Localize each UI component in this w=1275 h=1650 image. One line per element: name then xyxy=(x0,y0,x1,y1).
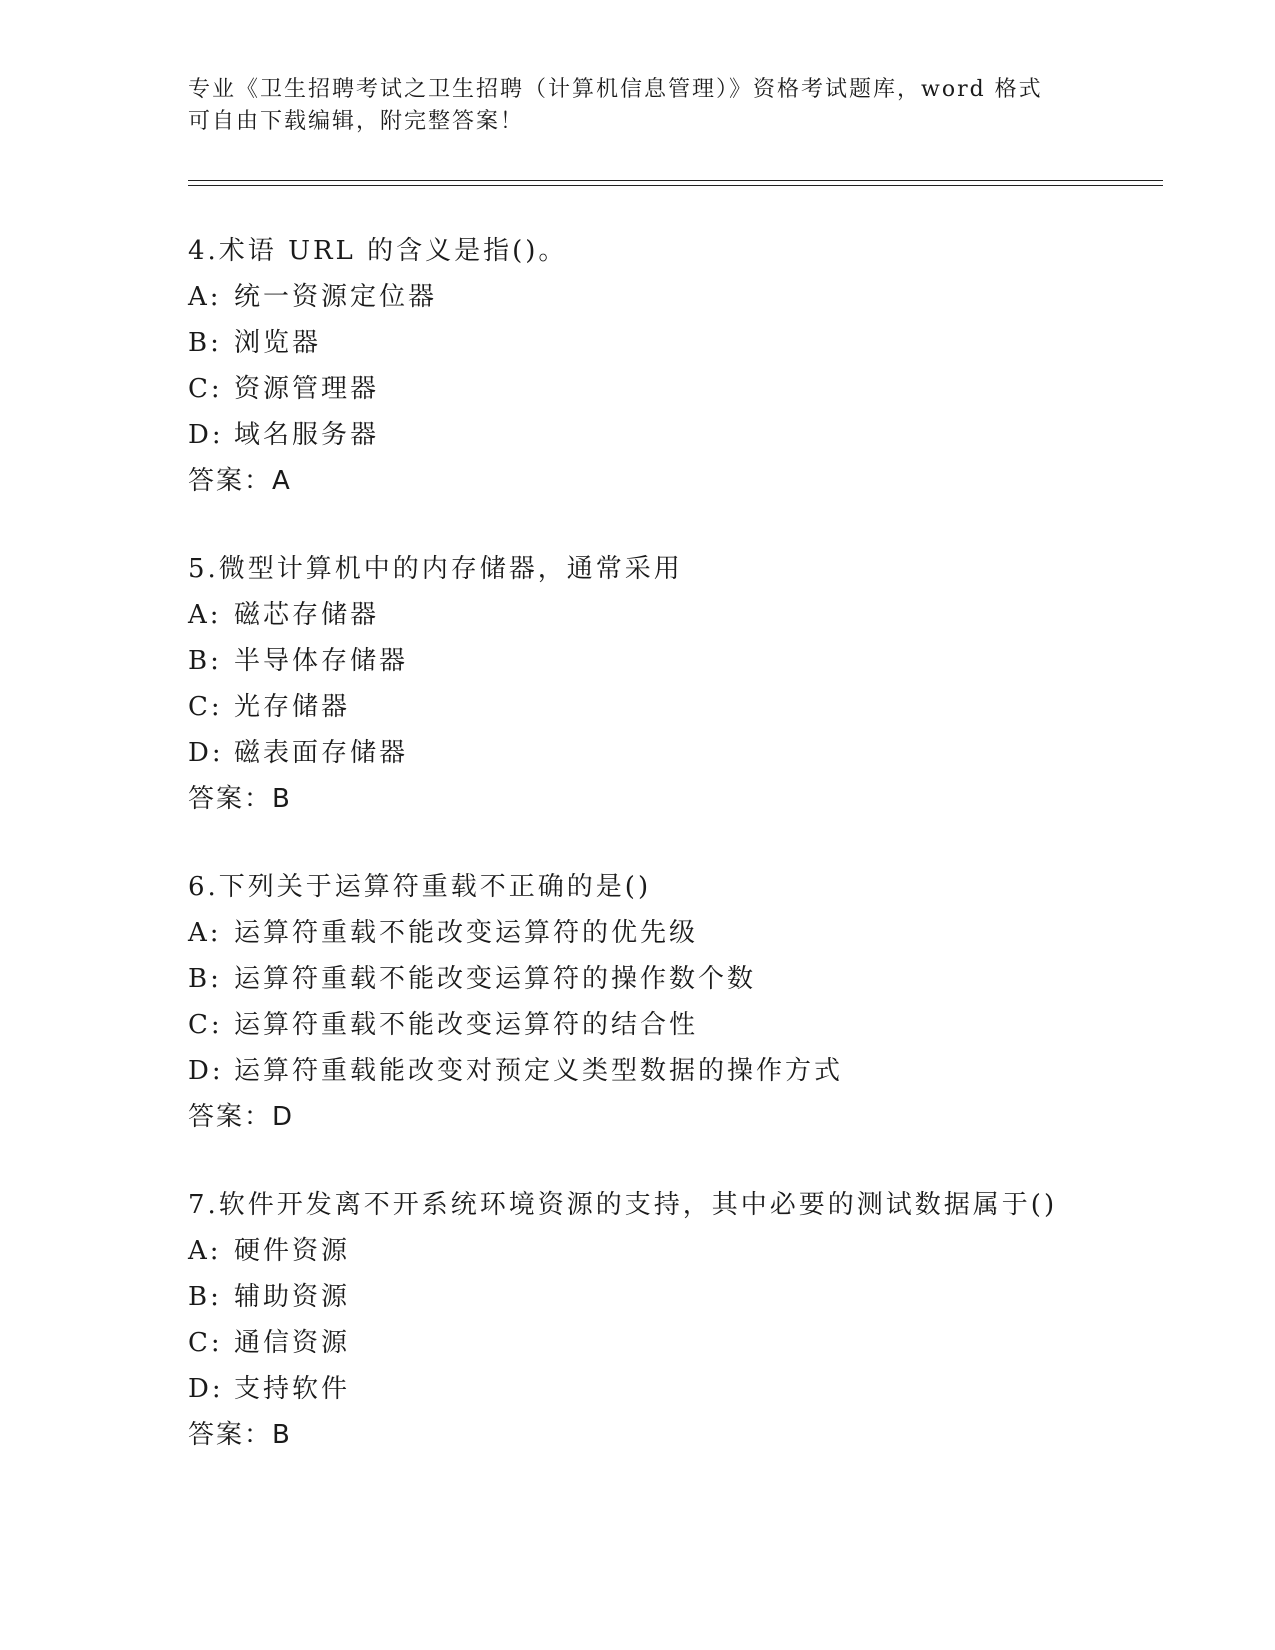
option-text: 磁芯存储器 xyxy=(234,600,380,630)
option-text: 通信资源 xyxy=(234,1328,351,1358)
option-letter: C: xyxy=(188,692,223,722)
option-letter: A: xyxy=(188,600,222,630)
answer-label: 答案：D xyxy=(188,1102,295,1132)
answer-label: 答案：B xyxy=(188,784,292,814)
option-c xyxy=(188,1002,1188,1048)
option-letter: B: xyxy=(188,1282,222,1312)
answer-label: 答案：B xyxy=(188,1420,292,1450)
option-letter: D: xyxy=(188,1374,224,1404)
option-text: 半导体存储器 xyxy=(234,646,409,676)
header-line-2: 可自由下载编辑，附完整答案！ xyxy=(188,109,525,134)
option-d xyxy=(188,730,1188,776)
option-d xyxy=(188,1366,1188,1412)
option-text: 硬件资源 xyxy=(234,1236,351,1266)
option-letter: B: xyxy=(188,328,222,358)
option-text: 运算符重载能改变对预定义类型数据的操作方式 xyxy=(234,1056,844,1086)
option-letter: A: xyxy=(188,918,222,948)
option-letter: C: xyxy=(188,1010,223,1040)
option-b xyxy=(188,956,1188,1002)
option-text: 统一资源定位器 xyxy=(234,282,438,312)
option-text: 浏览器 xyxy=(234,328,322,358)
header-divider-bottom xyxy=(188,185,1163,186)
option-letter: B: xyxy=(188,964,222,994)
option-a xyxy=(188,274,1188,320)
option-text: 域名服务器 xyxy=(234,420,380,450)
option-text: 运算符重载不能改变运算符的结合性 xyxy=(234,1010,699,1040)
option-b xyxy=(188,638,1188,684)
header-line-1: 专业《卫生招聘考试之卫生招聘（计算机信息管理）》资格考试题库，word 格式 xyxy=(188,77,1043,102)
option-letter: D: xyxy=(188,738,224,768)
option-letter: C: xyxy=(188,1328,223,1358)
option-text: 光存储器 xyxy=(234,692,351,722)
question-stem: 6.下列关于运算符重载不正确的是() xyxy=(188,872,652,902)
option-letter: A: xyxy=(188,282,222,312)
option-a xyxy=(188,1228,1188,1274)
option-letter: D: xyxy=(188,420,224,450)
option-text: 运算符重载不能改变运算符的操作数个数 xyxy=(234,964,757,994)
option-letter: D: xyxy=(188,1056,224,1086)
question-4 xyxy=(188,228,1188,504)
option-letter: A: xyxy=(188,1236,222,1266)
question-6 xyxy=(188,864,1188,1140)
option-letter: C: xyxy=(188,374,223,404)
question-7 xyxy=(188,1182,1188,1458)
option-text: 支持软件 xyxy=(234,1374,351,1404)
header-divider-top xyxy=(188,180,1163,181)
question-stem: 7.软件开发离不开系统环境资源的支持，其中必要的测试数据属于() xyxy=(188,1190,1058,1220)
option-letter: B: xyxy=(188,646,222,676)
answer-label: 答案：A xyxy=(188,466,292,496)
option-a xyxy=(188,910,1188,956)
option-b xyxy=(188,1274,1188,1320)
option-a xyxy=(188,592,1188,638)
option-text: 辅助资源 xyxy=(234,1282,351,1312)
option-c xyxy=(188,1320,1188,1366)
option-text: 资源管理器 xyxy=(234,374,380,404)
question-stem: 4.术语 URL 的含义是指()。 xyxy=(188,236,568,266)
option-d xyxy=(188,412,1188,458)
option-text: 运算符重载不能改变运算符的优先级 xyxy=(234,918,699,948)
option-b xyxy=(188,320,1188,366)
option-text: 磁表面存储器 xyxy=(234,738,409,768)
document-header xyxy=(188,74,1088,138)
option-d xyxy=(188,1048,1188,1094)
option-c xyxy=(188,684,1188,730)
option-c xyxy=(188,366,1188,412)
question-5 xyxy=(188,546,1188,822)
question-stem: 5.微型计算机中的内存储器，通常采用 xyxy=(188,554,683,584)
